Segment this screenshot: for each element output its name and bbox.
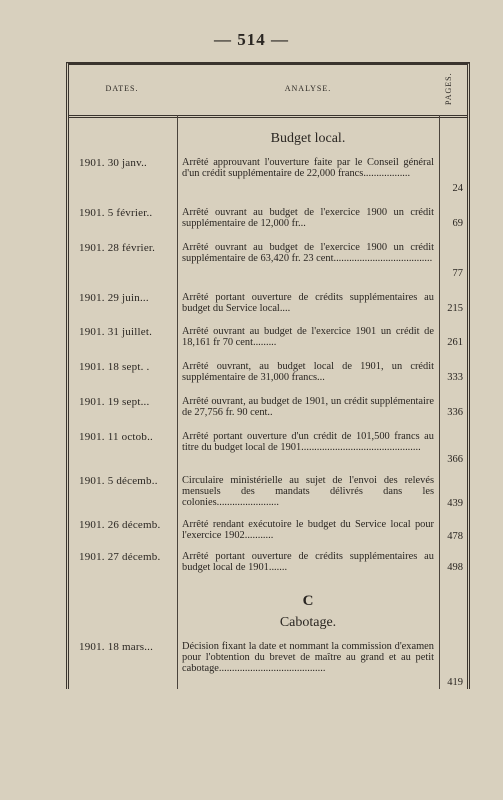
entry-text: Arrêté portant ouverture de crédits supplémentaires au budget local de 1901.......	[182, 551, 434, 573]
entry-text: Décision fixant la date et nommant la commission d'examen pour l'obtention du brevet de maître au grand et au petit cabotage.........................................	[182, 641, 434, 674]
entry-page: 498	[447, 562, 463, 573]
entry-page: 77	[452, 268, 463, 279]
entry-date: 1901. 27 décemb.	[79, 551, 161, 563]
entry-date: 1901. 28 février.	[79, 242, 156, 254]
section-title-budget-local: Budget local.	[270, 131, 346, 146]
column-divider-pages	[439, 115, 440, 689]
table-header	[69, 65, 467, 118]
entry-text: Circulaire ministérielle au sujet de l'envoi des relevés mensuels des mandats délivrés dans les colonies........................	[182, 475, 434, 508]
page-number: — 514 —	[214, 30, 289, 49]
entry-date: 1901. 18 sept. .	[79, 361, 150, 373]
entry-date: 1901. 5 décemb..	[79, 475, 158, 487]
entry-date: 1901. 31 juillet.	[79, 326, 153, 338]
entry-date: 1901. 29 juin...	[79, 292, 149, 304]
section-letter-c: C	[302, 593, 314, 609]
entry-page: 366	[447, 454, 463, 465]
entry-date: 1901. 26 décemb.	[79, 519, 161, 531]
entry-date: 1901. 11 octob..	[79, 431, 153, 443]
entry-text: Arrêté portant ouverture de crédits supplémentaires au budget du Service local....	[182, 292, 434, 314]
entry-text: Arrêté ouvrant au budget de l'exercice 1900 un crédit supplémentaire de 63,420 fr. 23 cent......................................	[182, 242, 434, 264]
entry-date: 1901. 19 sept...	[79, 396, 150, 408]
entry-page: 261	[447, 337, 463, 348]
entry-text: Arrêté ouvrant, au budget local de 1901, un crédit supplémentaire de 31,000 francs...	[182, 361, 434, 383]
section-title-cabotage: Cabotage.	[279, 615, 337, 630]
entry-text: Arrêté ouvrant au budget de l'exercice 1901 un crédit de 18,161 fr 70 cent.........	[182, 326, 434, 348]
entry-text: Arrêté ouvrant au budget de l'exercice 1900 un crédit supplémentaire de 12,000 fr...	[182, 207, 434, 229]
entry-page: 215	[447, 303, 463, 314]
entry-page: 24	[452, 183, 463, 194]
entry-text: Arrêté approuvant l'ouverture faite par le Conseil général d'un crédit supplémentaire de 22,000 francs..................	[182, 157, 434, 179]
entry-page: 478	[447, 531, 463, 542]
entry-date: 1901. 5 février..	[79, 207, 153, 219]
entry-page: 69	[452, 218, 463, 229]
index-table	[66, 62, 470, 689]
header-dates: DATES.	[105, 84, 139, 93]
entry-date: 1901. 30 janv..	[79, 157, 147, 169]
entry-page: 333	[447, 372, 463, 383]
entry-text: Arrêté rendant exécutoire le budget du Service local pour l'exercice 1902...........	[182, 519, 434, 541]
entry-date: 1901. 18 mars...	[79, 641, 154, 653]
entry-text: Arrêté ouvrant, au budget de 1901, un crédit supplémentaire de 27,756 fr. 90 cent..	[182, 396, 434, 418]
header-pages: PAGES.	[444, 72, 453, 106]
entry-text: Arrêté portant ouverture d'un crédit de 101,500 francs au titre du budget local de 1901..............................................	[182, 431, 434, 453]
entry-page: 419	[447, 677, 463, 688]
header-analyse: ANALYSE.	[284, 84, 332, 93]
entry-page: 336	[447, 407, 463, 418]
entry-page: 439	[447, 498, 463, 509]
